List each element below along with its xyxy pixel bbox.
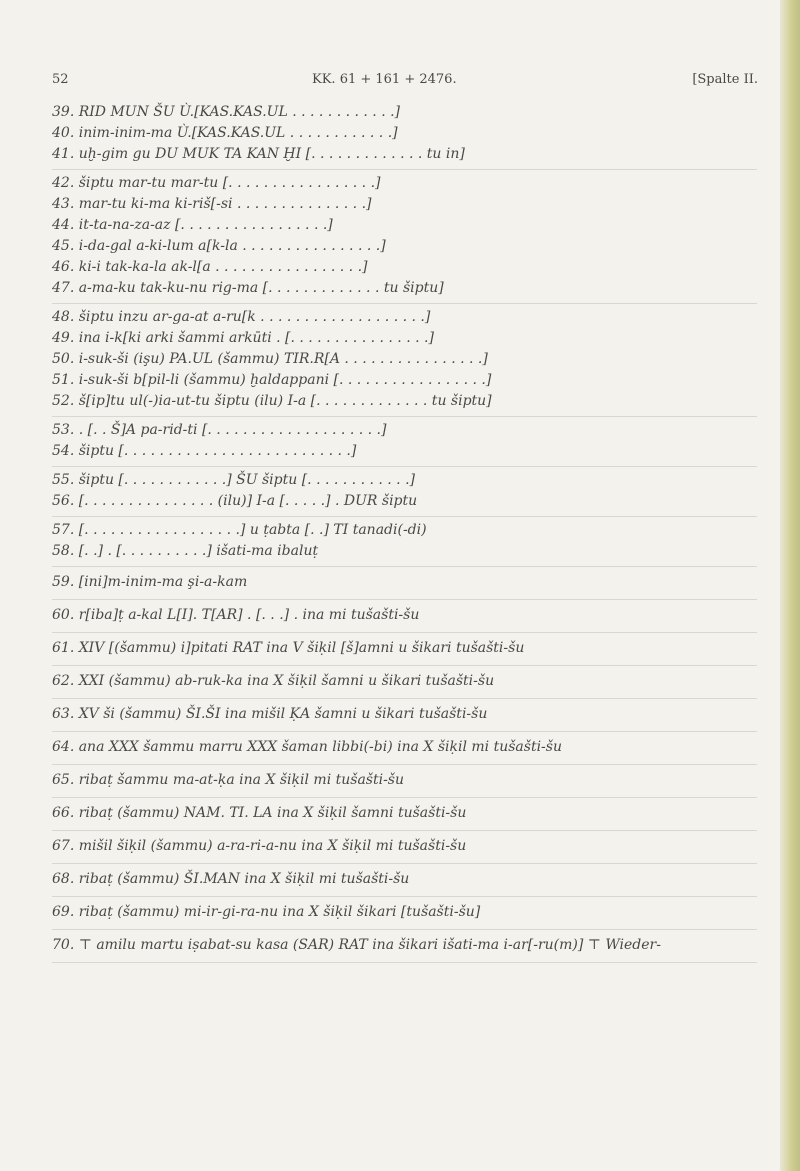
text-line: 45. i-da-gal a-ki-lum a[k-la . . . . . . . . . . . . . . . .] xyxy=(52,238,386,254)
line-group xyxy=(52,864,757,897)
line-group xyxy=(52,304,757,417)
tablet-reference: KK. 61 + 161 + 2476. xyxy=(312,72,457,87)
text-line: 57. [. . . . . . . . . . . . . . . . . .] u ṭabta [. .] TI tanadi(-di) xyxy=(52,522,427,538)
line-group xyxy=(52,798,757,831)
text-line: 68. ribaṭ (šammu) ŠI.MAN ina X šiḳil mi tušašti-šu xyxy=(52,871,410,887)
text-line: 41. uḫ-gim gu DU MUK TA KAN ḪI [. . . . . . . . . . . . . tu in] xyxy=(52,146,465,162)
text-line: 43. mar-tu ki-ma ki-riš[-si . . . . . . . . . . . . . . .] xyxy=(52,196,372,212)
text-line: 64. ana XXX šammu marru XXX šaman libbi(-bi) ina X šiḳil mi tušašti-šu xyxy=(52,739,562,755)
line-group xyxy=(52,732,757,765)
text-line: 42. šiptu mar-tu mar-tu [. . . . . . . . . . . . . . . . .] xyxy=(52,175,381,191)
text-line: 40. inim-inim-ma Ù.[KAS.KAS.UL . . . . . . . . . . . .] xyxy=(52,125,398,141)
text-line: 52. š[ip]tu ul(-)ia-ut-tu šiptu (ilu) I-a [. . . . . . . . . . . . . tu šiptu] xyxy=(52,393,492,409)
line-group xyxy=(52,100,757,170)
text-line: 47. a-ma-ku tak-ku-nu rig-ma [. . . . . . . . . . . . . tu šiptu] xyxy=(52,280,444,296)
line-group xyxy=(52,600,757,633)
line-group xyxy=(52,170,757,304)
line-group xyxy=(52,517,757,567)
text-line: 44. it-ta-na-za-az [. . . . . . . . . . . . . . . . .] xyxy=(52,217,333,233)
line-group xyxy=(52,567,757,600)
transliteration-text xyxy=(52,100,757,974)
text-line: 56. [. . . . . . . . . . . . . . . (ilu)] I-a [. . . . .] . DUR šiptu xyxy=(52,493,418,509)
text-line: 39. RID MUN ŠU Ù.[KAS.KAS.UL . . . . . . . . . . . .] xyxy=(52,104,401,120)
text-line: 69. ribaṭ (šammu) mi-ir-gi-ra-nu ina X šiḳil šikari [tušašti-šu] xyxy=(52,904,481,920)
text-line: 51. i-suk-ši b[pil-li (šammu) ḫaldappani [. . . . . . . . . . . . . . . . .] xyxy=(52,372,492,388)
text-line: 62. XXI (šammu) ab-ruk-ka ina X šiḳil šamni u šikari tušašti-šu xyxy=(52,673,495,689)
line-group xyxy=(52,633,757,666)
line-group xyxy=(52,930,757,963)
text-line: 55. šiptu [. . . . . . . . . . . .] ŠU šiptu [. . . . . . . . . . . .] xyxy=(52,472,415,488)
page-number: 52 xyxy=(52,72,69,87)
line-group xyxy=(52,831,757,864)
text-line: 58. [. .] . [. . . . . . . . . .] išati-ma ibaluṭ xyxy=(52,543,319,559)
line-group xyxy=(52,467,757,517)
line-group xyxy=(52,765,757,798)
text-line: 46. ki-i tak-ka-la ak-l[a . . . . . . . . . . . . . . . . .] xyxy=(52,259,368,275)
line-group xyxy=(52,666,757,699)
column-label: [Spalte II. xyxy=(692,72,758,87)
text-line: 61. XIV [(šammu) i]pitati RAT ina V šiḳil [š]amni u šikari tušašti-šu xyxy=(52,640,525,656)
text-line: 65. ribaṭ šammu ma-at-ḳa ina X šiḳil mi tušašti-šu xyxy=(52,772,405,788)
text-line: 54. šiptu [. . . . . . . . . . . . . . . . . . . . . . . . . .] xyxy=(52,443,357,459)
text-line: 50. i-suk-ši (işu) PA.UL (šammu) TIR.R[A . . . . . . . . . . . . . . . .] xyxy=(52,351,488,367)
text-line: 48. šiptu inzu ar-ga-at a-ru[k . . . . . . . . . . . . . . . . . . .] xyxy=(52,309,431,325)
text-line: 60. r[iba]ṭ a-kal L[I]. T[AR] . [. . .] . ina mi tušašti-šu xyxy=(52,607,420,623)
text-line: 66. ribaṭ (šammu) NAM. TI. LA ina X šiḳil šamni tušašti-šu xyxy=(52,805,467,821)
line-group xyxy=(52,963,757,974)
page-edge xyxy=(780,0,800,1171)
text-line: 67. mišil šiḳil (šammu) a-ra-ri-a-nu ina X šiḳil mi tušašti-šu xyxy=(52,838,467,854)
line-group xyxy=(52,699,757,732)
text-line: 70. ⊤ amilu martu iṣabat-su kasa (SAR) RAT ina šikari išati-ma i-ar[-ru(m)] ⊤ Wieder- xyxy=(52,937,661,953)
text-line: 53. . [. . Š]A pa-rid-ti [. . . . . . . . . . . . . . . . . . . .] xyxy=(52,422,387,438)
text-line: 63. XV ši (šammu) ŠI.ŠI ina mišil ḲA šamni u šikari tušašti-šu xyxy=(52,706,488,722)
line-group xyxy=(52,897,757,930)
line-group xyxy=(52,417,757,467)
running-head xyxy=(50,72,758,94)
text-line: 49. ina i-k[ki arki šammi arkūti . [. . . . . . . . . . . . . . . .] xyxy=(52,330,434,346)
text-line: 59. [ini]m-inim-ma şi-a-kam xyxy=(52,574,248,590)
